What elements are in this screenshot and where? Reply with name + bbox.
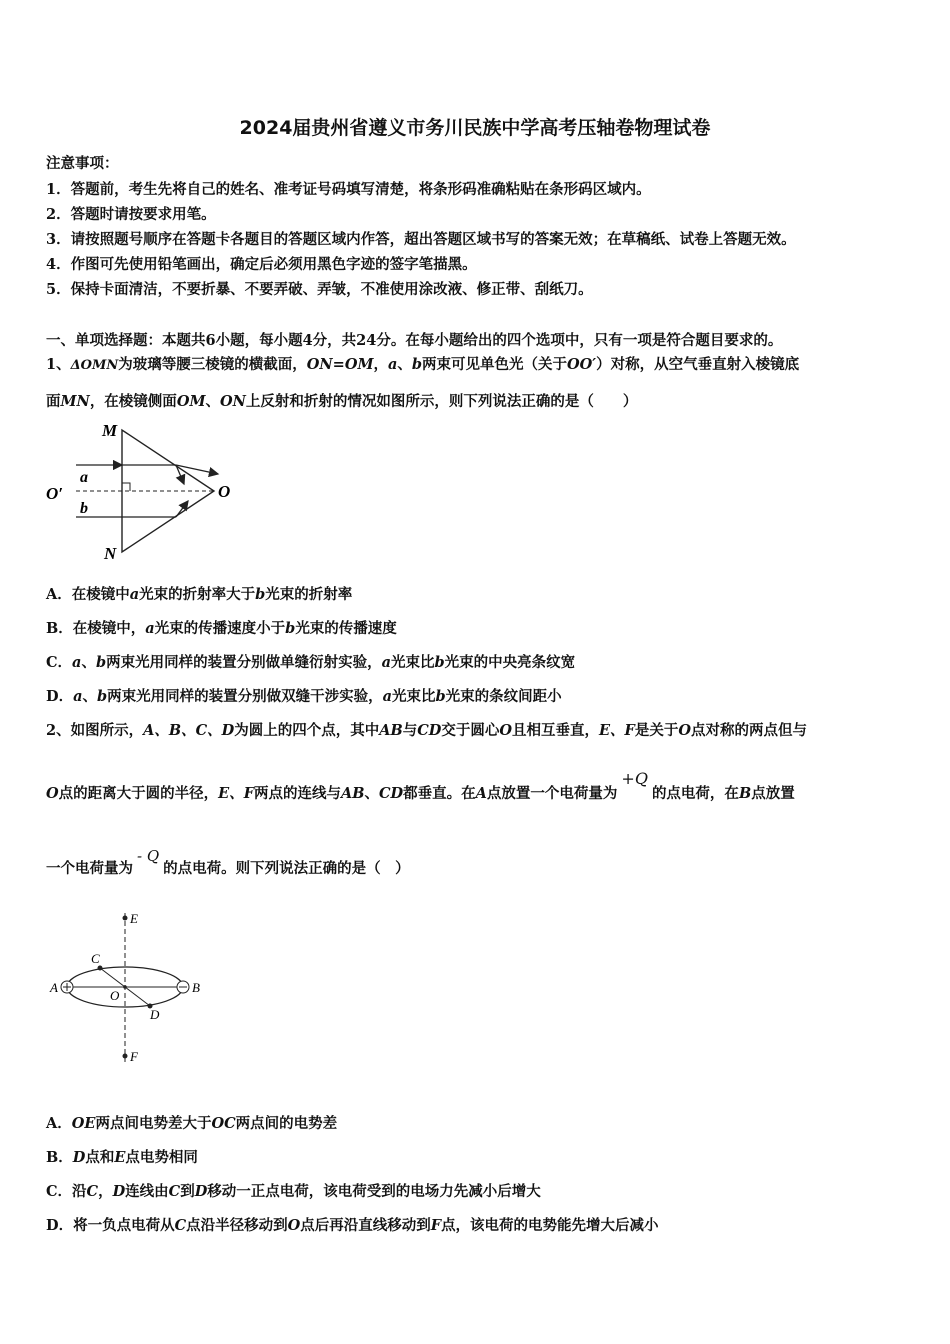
label-o: O	[110, 988, 120, 1003]
point-c	[98, 966, 103, 971]
label-o: O	[218, 482, 231, 501]
label-b: B	[192, 980, 200, 995]
q2-stem-line2: O点的距离大于圆的半径，E、F两点的连线与AB、CD都垂直。在A点放置一个电荷量为+Q的点电荷，在B点放置	[46, 769, 795, 802]
label-b: b	[80, 500, 88, 517]
q2-stem-line1: 2、如图所示，A、B、C、D为圆上的四个点，其中AB与CD交于圆心O且相互垂直，E、F是关于O点对称的两点但与	[46, 722, 807, 739]
q1-option-b[interactable]: B．在棱镜中，a光束的传播速度小于b光束的传播速度	[46, 620, 397, 637]
label-n: N	[104, 544, 117, 563]
notice-item: 1．答题前，考生先将自己的姓名、准考证号码填写清楚，将条形码准确粘贴在条形码区域内。	[46, 181, 651, 198]
q2-option-a[interactable]: A．OE两点间电势差大于OC两点间的电势差	[46, 1115, 338, 1132]
label-d: D	[150, 1007, 160, 1022]
q1-stem-line2: 面MN，在棱镜侧面OM、ON上反射和折射的情况如图所示，则下列说法正确的是（ ）	[46, 393, 638, 410]
label-c: C	[91, 951, 100, 966]
charge-plus-q: +Q	[621, 769, 648, 788]
label-o-prime: O′	[46, 484, 64, 503]
label-a: a	[80, 469, 88, 486]
notice-item: 5．保持卡面清洁，不要折暴、不要弄破、弄皱，不准使用涂改液、修正带、刮纸刀。	[46, 281, 593, 298]
q1-option-c[interactable]: C．a、b两束光用同样的装置分别做单缝衍射实验，a光束比b光束的中央亮条纹宽	[46, 654, 576, 671]
label-m: M	[102, 421, 118, 440]
notice-item: 4．作图可先使用铅笔画出，确定后必须用黑色字迹的签字笔描黑。	[46, 256, 477, 273]
circle-charges-figure	[44, 905, 224, 1075]
q2-option-b[interactable]: B．D点和E点电势相同	[46, 1149, 198, 1166]
q1-stem-line1: 1、ΔOMN为玻璃等腰三棱镜的横截面，ON=OM，a、b两束可见单色光（关于OO′）对称，从空气垂直射入棱镜底	[46, 356, 800, 373]
prism-figure	[40, 418, 240, 568]
charge-minus-q: - Q	[137, 847, 160, 865]
q1-option-d[interactable]: D．a、b两束光用同样的装置分别做双缝干涉实验，a光束比b光束的条纹间距小	[46, 688, 562, 705]
notice-item: 3．请按照题号顺序在答题卡各题目的答题区域内作答，超出答题区域书写的答案无效；在草稿纸、试卷上答题无效。	[46, 231, 796, 248]
point-e	[123, 916, 128, 921]
q1-option-a[interactable]: A．在棱镜中a光束的折射率大于b光束的折射率	[46, 586, 353, 603]
q2-option-c[interactable]: C．沿C，D连线由C到D移动一正点电荷，该电荷受到的电场力先减小后增大	[46, 1183, 541, 1200]
point-o	[123, 985, 127, 989]
label-f: F	[130, 1049, 138, 1064]
q2-stem-line3: 一个电荷量为- Q的点电荷。则下列说法正确的是（ ）	[46, 847, 410, 877]
notice-heading: 注意事项：	[46, 155, 119, 172]
label-e: E	[130, 911, 138, 926]
right-angle-mark	[122, 483, 130, 491]
q2-option-d[interactable]: D．将一负点电荷从C点沿半径移动到O点后再沿直线移动到F点，该电荷的电势能先增大后减小	[46, 1217, 659, 1234]
section-heading: 一、单项选择题：本题共6小题，每小题4分，共24分。在每小题给出的四个选项中，只有一项是符合题目要求的。	[46, 332, 783, 349]
notice-item: 2．答题时请按要求用笔。	[46, 206, 216, 223]
point-f	[123, 1054, 128, 1059]
page-title: 2024届贵州省遵义市务川民族中学高考压轴卷物理试卷	[239, 117, 711, 139]
label-a: A	[50, 980, 58, 995]
